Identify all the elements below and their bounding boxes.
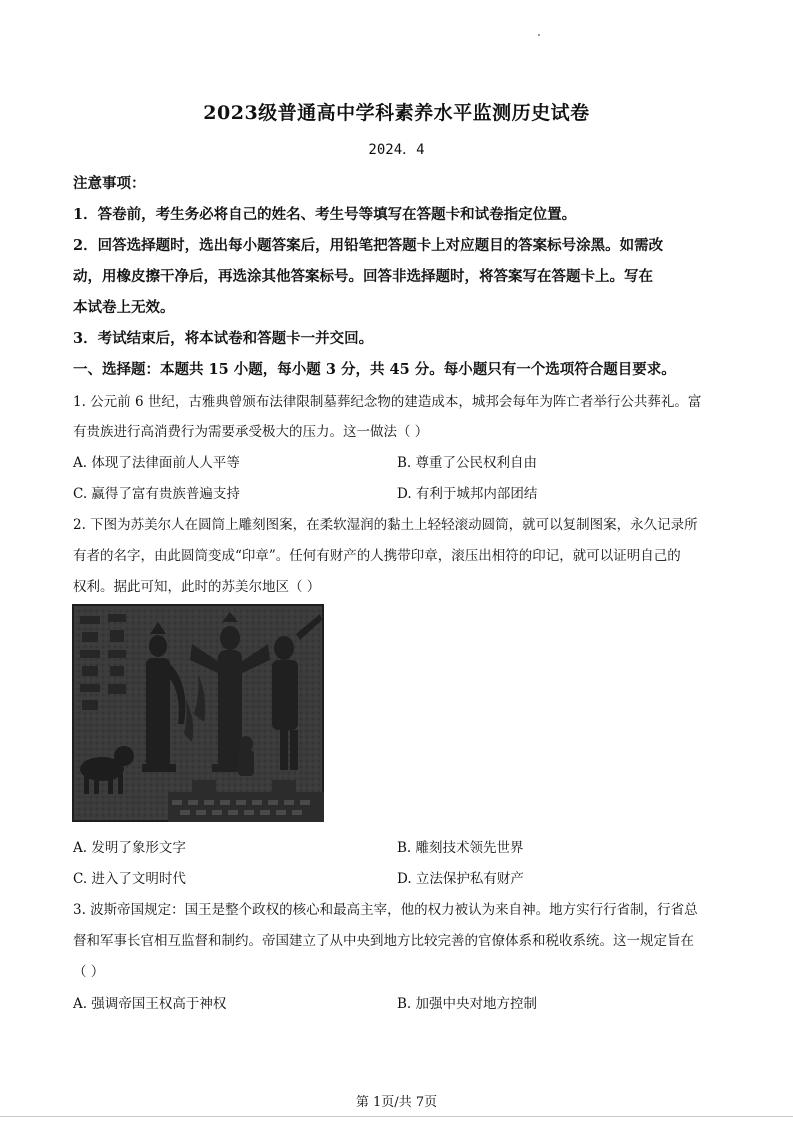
note-item-3: 3．考试结束后，将本试卷和答题卡一并交回。 — [73, 330, 374, 347]
note-item-2-line-2: 动，用橡皮擦干净后，再选涂其他答案标号。回答非选择题时，将答案写在答题卡上。写在 — [73, 268, 653, 285]
q2-option-c: C. 进入了文明时代 — [73, 871, 186, 887]
q2-stem-line-1: 2. 下图为苏美尔人在圆筒上雕刻图案，在柔软湿润的黏土上轻轻滚动圆筒，就可以复制图案，永久记录所 — [73, 517, 698, 533]
scan-speck — [538, 34, 540, 36]
note-item-2-line-1: 2．回答选择题时，选出每小题答案后，用铅笔把答题卡上对应题目的答案标号涂黑。如需改 — [73, 237, 664, 254]
q1-stem-line-1: 1. 公元前 6 世纪，古雅典曾颁布法律限制墓葬纪念物的建造成本，城邦会每年为阵亡者举行公共葬礼。富 — [73, 394, 702, 410]
q1-option-a: A. 体现了法律面前人人平等 — [73, 455, 240, 471]
q2-option-d: D. 立法保护私有财产 — [397, 871, 524, 887]
q3-stem-line-3: （ ） — [73, 964, 105, 980]
sumerian-cylinder-seal-image — [72, 604, 324, 822]
page-number: 第 1页/共 7页 — [355, 1095, 438, 1110]
q3-stem-line-1: 3. 波斯帝国规定：国王是整个政权的核心和最高主宰，他的权力被认为来自神。地方实行行省制，行省总 — [73, 902, 698, 918]
q3-option-b: B. 加强中央对地方控制 — [397, 996, 538, 1012]
note-item-2-line-3: 本试卷上无效。 — [73, 299, 175, 316]
q1-option-c: C. 赢得了富有贵族普遍支持 — [73, 486, 240, 502]
q1-option-b: B. 尊重了公民权利自由 — [397, 455, 538, 471]
q1-option-d: D. 有利于城邦内部团结 — [397, 486, 538, 502]
q2-stem-line-2: 有者的名字，由此圆筒变成“印章”。任何有财产的人携带印章，滚压出相符的印记，就可以证明自己的 — [73, 548, 681, 564]
q2-option-b: B. 雕刻技术领先世界 — [397, 840, 524, 856]
q3-stem-line-2: 督和军事长官相互监督和制约。帝国建立了从中央到地方比较完善的官僚体系和税收系统。这一规定旨在 — [73, 933, 694, 949]
footer-divider — [0, 1116, 793, 1117]
notes-heading: 注意事项： — [73, 175, 146, 192]
q2-stem-line-3: 权利。据此可知，此时的苏美尔地区（ ） — [73, 579, 321, 595]
q1-stem-line-2: 有贵族进行高消费行为需要承受极大的压力。这一做法（ ） — [73, 424, 429, 440]
q3-option-a: A. 强调帝国王权高于神权 — [73, 996, 227, 1012]
q2-option-a: A. 发明了象形文字 — [73, 840, 186, 856]
section-heading: 一、选择题：本题共 15 小题，每小题 3 分，共 45 分。每小题只有一个选项符合题目要求。 — [73, 361, 676, 378]
note-item-1: 1．答卷前，考生务必将自己的姓名、考生号等填写在答题卡和试卷指定位置。 — [73, 206, 577, 223]
exam-title: 2023级普通高中学科素养水平监测历史试卷 — [203, 102, 590, 124]
exam-date: 2024．4 — [368, 142, 425, 158]
